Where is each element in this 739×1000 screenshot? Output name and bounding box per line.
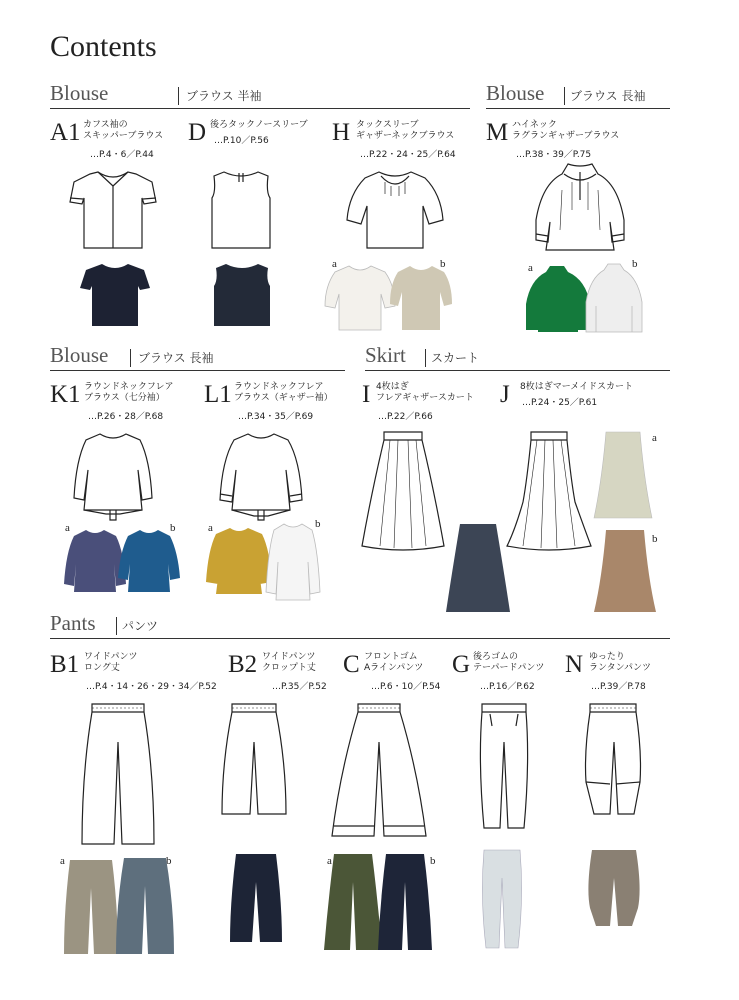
variant-label-a: a bbox=[327, 855, 332, 867]
photo-B1-b bbox=[116, 856, 174, 956]
illustration-K1 bbox=[72, 430, 154, 524]
section-pants bbox=[50, 611, 670, 639]
section-title: Blouse bbox=[50, 81, 109, 105]
garment-fill bbox=[594, 432, 652, 518]
garment-fill bbox=[64, 860, 118, 954]
illustration-N bbox=[582, 702, 644, 820]
illustration-M bbox=[532, 160, 628, 254]
illustration-H bbox=[345, 166, 445, 252]
garment-fill bbox=[324, 854, 382, 950]
photo-I bbox=[446, 522, 510, 614]
garment-fill bbox=[446, 524, 510, 612]
illustration-I bbox=[360, 430, 446, 552]
garment-fill bbox=[118, 530, 180, 592]
section-title: Pants bbox=[50, 611, 96, 635]
variant-label-a: a bbox=[208, 522, 213, 534]
photo-D bbox=[212, 262, 272, 328]
photo-H-b bbox=[390, 262, 452, 332]
garment-fill bbox=[80, 264, 150, 326]
illustration-G bbox=[474, 702, 534, 832]
section-skirt bbox=[365, 343, 670, 371]
garment-fill bbox=[214, 264, 270, 326]
variant-label-b: b bbox=[315, 518, 321, 530]
illustration-A1 bbox=[68, 168, 158, 252]
garment-fill bbox=[378, 854, 432, 950]
section-subtitle: スカート bbox=[431, 351, 480, 365]
garment-fill bbox=[594, 530, 656, 612]
garment-fill bbox=[206, 528, 272, 594]
garment-fill bbox=[230, 854, 282, 942]
garment-fill bbox=[325, 266, 395, 330]
garment-fill bbox=[482, 850, 521, 948]
variant-label-b: b bbox=[632, 258, 638, 270]
illustration-D bbox=[210, 168, 272, 252]
photo-B1-a bbox=[64, 858, 118, 956]
photo-J-a bbox=[594, 430, 652, 520]
section-subtitle: パンツ bbox=[122, 619, 159, 633]
variant-label-b: b bbox=[440, 258, 446, 270]
illustration-J bbox=[505, 430, 593, 552]
photo-A1 bbox=[80, 262, 150, 328]
photo-J-b bbox=[594, 528, 656, 614]
section-subtitle: ブラウス 半袖 bbox=[186, 89, 262, 103]
section-subtitle: ブラウス 長袖 bbox=[570, 89, 646, 103]
photo-N bbox=[586, 848, 642, 928]
section-title: Blouse bbox=[50, 343, 109, 367]
variant-label-a: a bbox=[60, 855, 65, 867]
variant-label-a: a bbox=[652, 432, 657, 444]
photo-K1-b bbox=[118, 528, 180, 594]
variant-label-b: b bbox=[652, 533, 658, 545]
garment-fill bbox=[586, 264, 642, 332]
photo-G bbox=[478, 848, 526, 950]
photo-C-a bbox=[324, 852, 382, 952]
garment-fill bbox=[116, 858, 174, 954]
section-title: Blouse bbox=[486, 81, 545, 105]
variant-label-a: a bbox=[65, 522, 70, 534]
section-title: Skirt bbox=[365, 343, 406, 367]
garment-fill bbox=[266, 524, 320, 600]
illustration-B2 bbox=[218, 702, 290, 818]
section-blouse-long bbox=[50, 343, 345, 371]
section-blouse-short bbox=[50, 81, 470, 109]
variant-label-b: b bbox=[430, 855, 436, 867]
garment-fill bbox=[588, 850, 639, 926]
photo-L1-b bbox=[266, 522, 320, 602]
variant-label-b: b bbox=[170, 522, 176, 534]
photo-M-b bbox=[584, 262, 644, 334]
garment-fill bbox=[526, 266, 590, 332]
photo-L1-a bbox=[206, 526, 272, 596]
variant-label-a: a bbox=[528, 262, 533, 274]
garment-fill bbox=[390, 266, 452, 330]
garment-fill bbox=[64, 530, 126, 592]
photo-M-a bbox=[524, 264, 590, 334]
photo-K1-a bbox=[64, 528, 126, 594]
illustration-B1 bbox=[78, 702, 158, 850]
photo-B2 bbox=[230, 852, 282, 944]
section-subtitle: ブラウス 長袖 bbox=[138, 351, 214, 365]
section-blouse-long-top bbox=[486, 81, 670, 109]
page-title: Contents bbox=[50, 30, 157, 63]
illustration-L1 bbox=[218, 430, 304, 524]
variant-label-b: b bbox=[166, 855, 172, 867]
illustration-C bbox=[330, 702, 428, 842]
photo-C-b bbox=[378, 852, 432, 952]
variant-label-a: a bbox=[332, 258, 337, 270]
photo-H-a bbox=[325, 262, 395, 332]
